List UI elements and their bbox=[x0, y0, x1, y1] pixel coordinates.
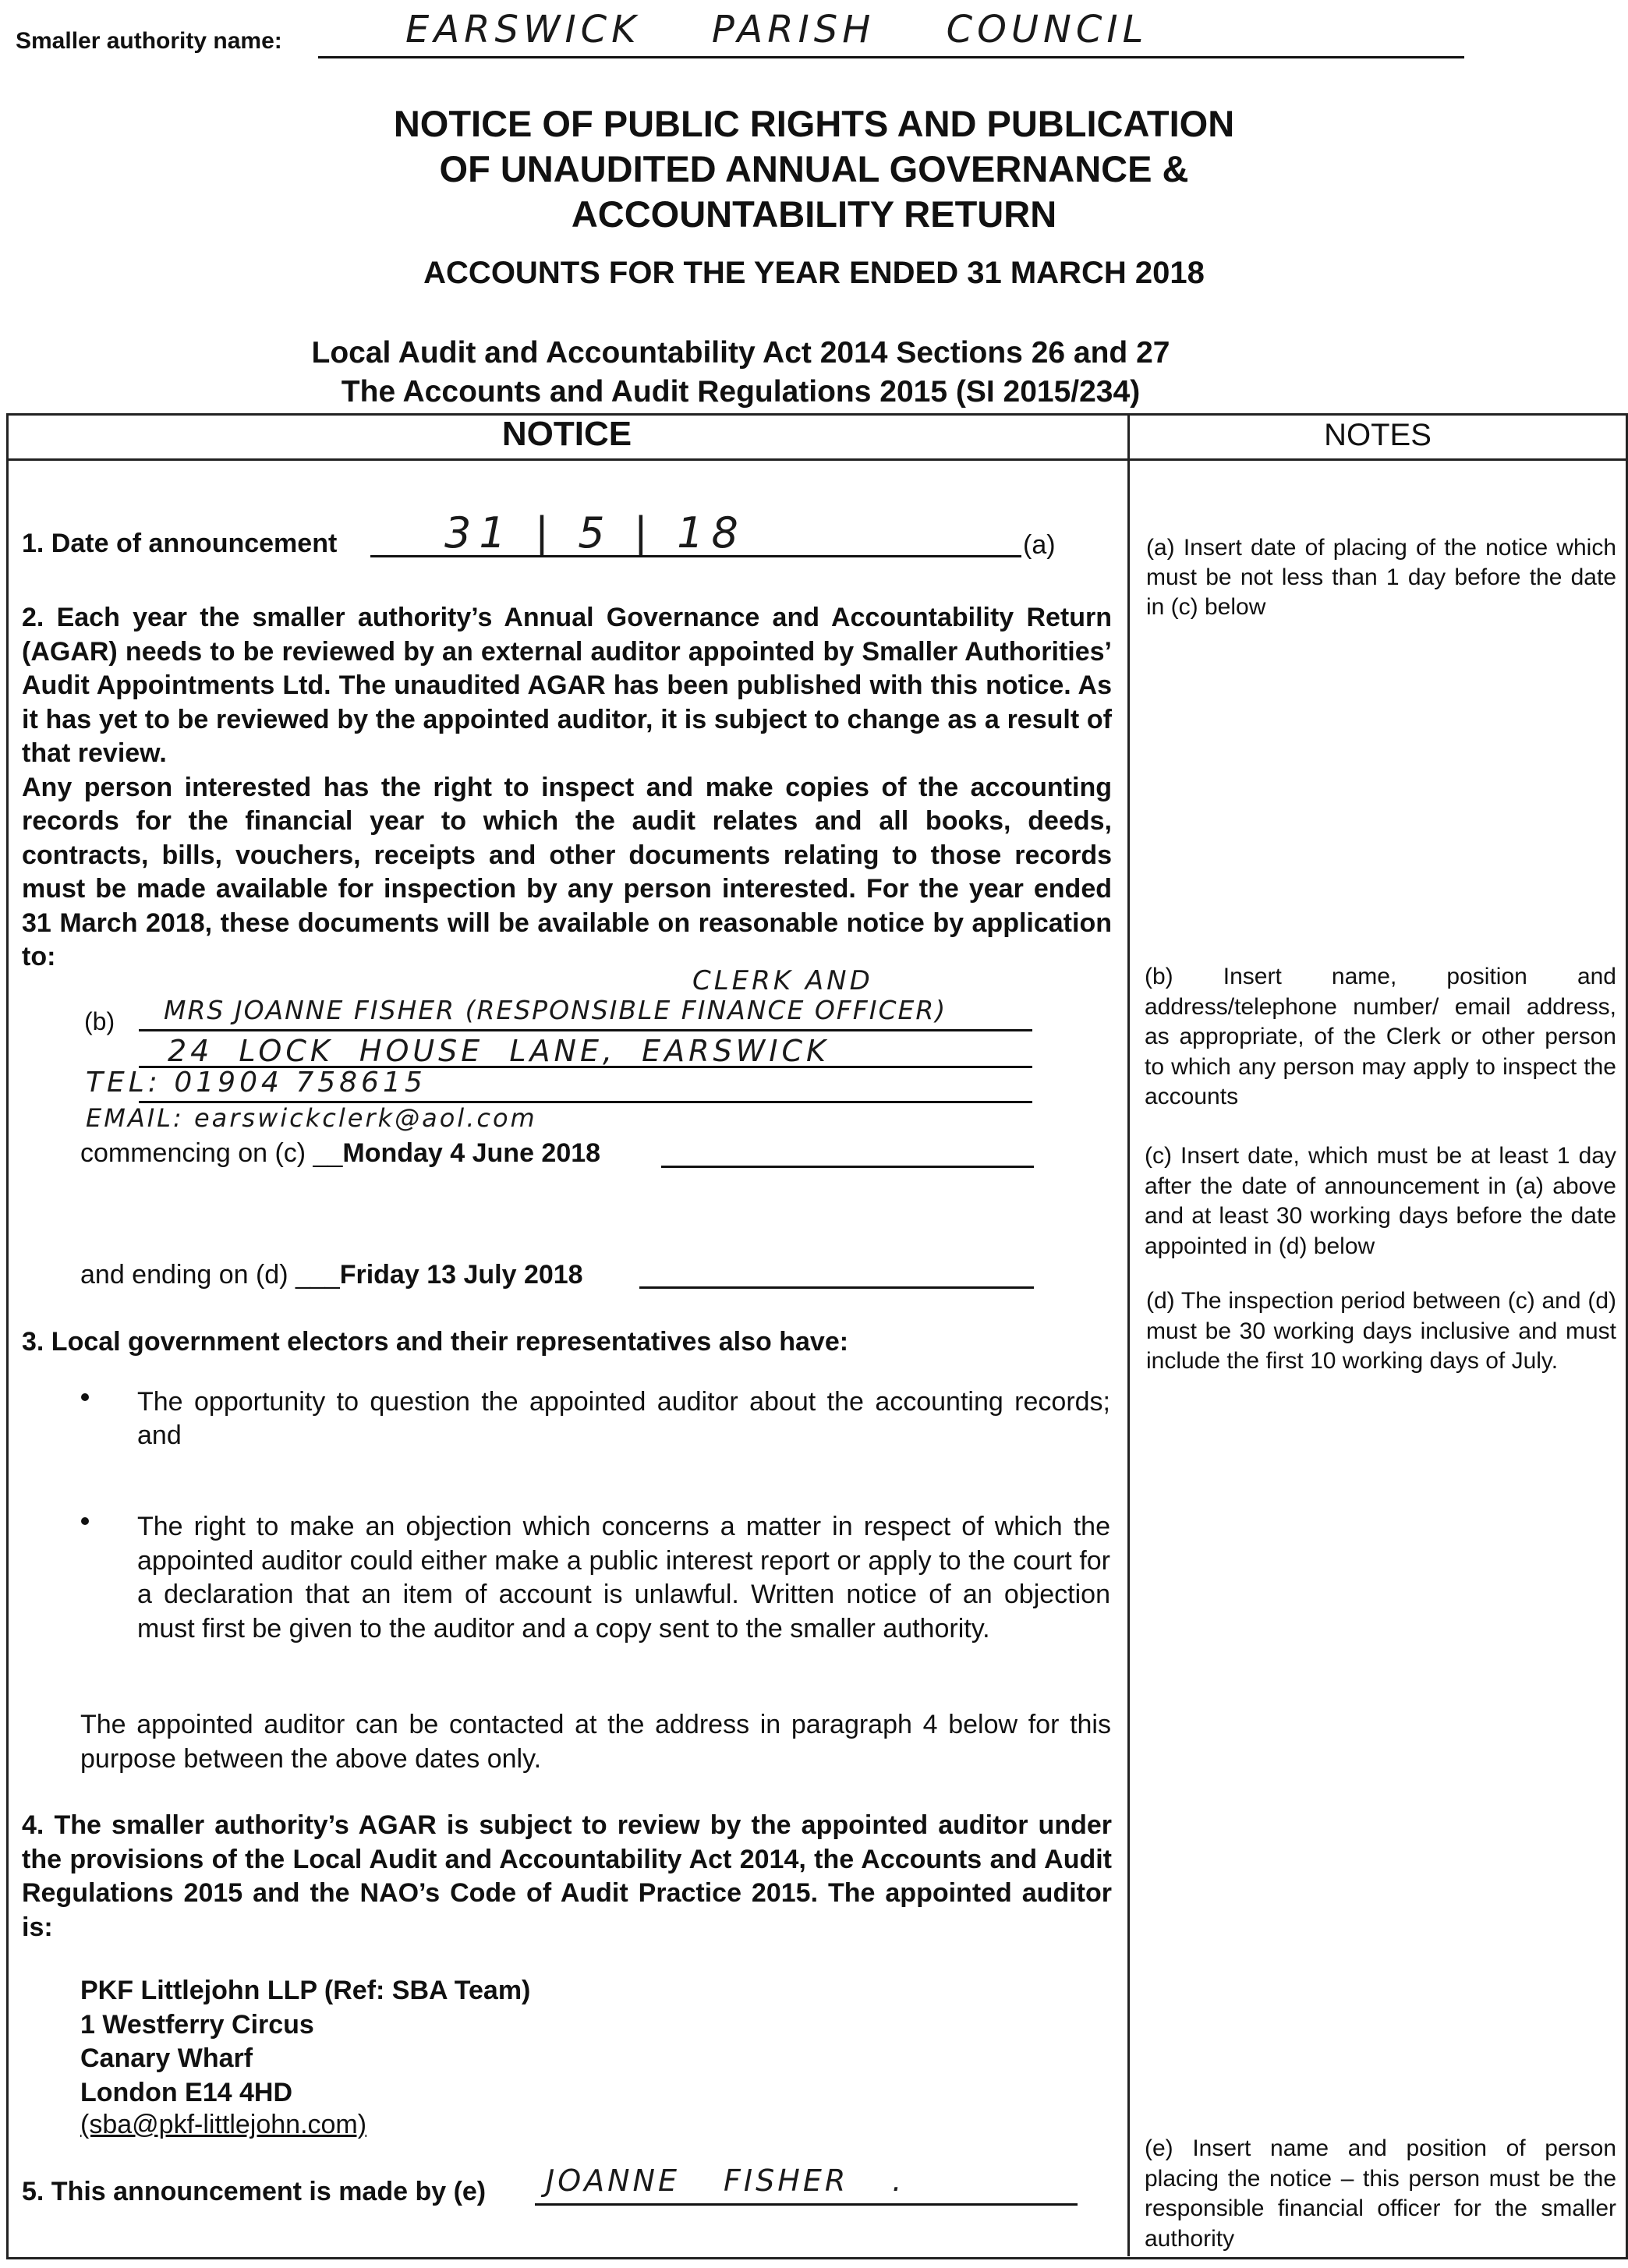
note-b: (b) Insert name, position and address/telephone number/ email address, as appropriate, of the Clerk or other person to which any person may apply to inspect the accounts bbox=[1145, 964, 1616, 1109]
contact-email: EMAIL: earswickclerk@aol.com bbox=[86, 1103, 537, 1133]
agar-review-provisions: 4. The smaller authority’s AGAR is subject to review by the appointed auditor under the provisions of the Local Audit and Accountability Act 2014, the Accounts and Audit Regulations 2015 and the NAO’s Code of Audit Practice 2015. The appointed auditor is: bbox=[22, 1810, 1112, 1942]
auditor-address-line-1: PKF Littlejohn LLP (Ref: SBA Team) bbox=[80, 1976, 531, 2005]
notice-column-header: NOTICE bbox=[501, 415, 632, 453]
auditor-address-line-2: 1 Westferry Circus bbox=[80, 2009, 314, 2040]
header-divider bbox=[6, 458, 1626, 461]
announcement-date-value: 31 | 5 | 18 bbox=[444, 508, 746, 557]
notes-column-header: NOTES bbox=[1324, 418, 1432, 452]
contact-telephone: TEL: 01904 758615 bbox=[86, 1067, 426, 1099]
ending-label: and ending on (d) ___ bbox=[80, 1260, 340, 1290]
bullet-dot-2 bbox=[81, 1517, 89, 1525]
contact-underline-1 bbox=[139, 1029, 1032, 1031]
note-d: (d) The inspection period between (c) and (d) must be 30 working days inclusive and must include the first 10 working days of July. bbox=[1146, 1288, 1616, 1374]
auditor-address-line-4: London E14 4HD bbox=[80, 2077, 293, 2107]
auditor-email-link[interactable]: (sba@pkf-littlejohn.com) bbox=[80, 2110, 367, 2139]
title-line-1: NOTICE OF PUBLIC RIGHTS AND PUBLICATION bbox=[393, 103, 1235, 144]
bullet-dot-1 bbox=[81, 1393, 89, 1401]
act-line-1: Local Audit and Accountability Act 2014 Sections 26 and 27 bbox=[311, 336, 1170, 370]
ending-date: Friday 13 July 2018 bbox=[339, 1260, 583, 1290]
contact-annotation: CLERK AND bbox=[692, 965, 873, 996]
title-line-3: ACCOUNTABILITY RETURN bbox=[571, 193, 1057, 235]
auditor-address-line-3: Canary Wharf bbox=[80, 2043, 253, 2073]
commencing-date: Monday 4 June 2018 bbox=[342, 1138, 601, 1168]
bullet-objection-right: The right to make an objection which concerns a matter in respect of which the appointed auditor could either make a public interest report or apply to the court for a declaration that an item of account is unlawful. Written notice of an objection must first be given to the auditor and a copy sent to the smaller authority. bbox=[137, 1512, 1110, 1644]
contact-marker-b: (b) bbox=[84, 1007, 115, 1035]
announcement-by-signature: JOANNE FISHER . bbox=[546, 2164, 905, 2198]
auditor-address bbox=[80, 1974, 530, 2110]
contact-address: 24 LOCK HOUSE LANE, EARSWICK bbox=[168, 1034, 830, 1068]
electors-rights-heading: 3. Local government electors and their representatives also have: bbox=[22, 1327, 849, 1357]
document-subtitle: ACCOUNTS FOR THE YEAR ENDED 31 MARCH 2018 bbox=[423, 256, 1205, 290]
agar-review-text: 2. Each year the smaller authority’s Annual Governance and Accountability Return (AGAR) needs to be reviewed by an external auditor appointed by Smaller Authorities’ Audit Appointments Ltd. The unaudited AGAR has been published with this notice. As it has yet to be reviewed by the appointed auditor, it is subject to change as a result of that review. bbox=[22, 603, 1112, 768]
contact-name: MRS JOANNE FISHER (RESPONSIBLE FINANCE OFFICER) bbox=[164, 995, 947, 1025]
inspection-rights-text: Any person interested has the right to inspect and make copies of the accounting records for the financial year to which the audit relates and all books, deeds, contracts, bills, vouchers, receipts and other documents relating to those records must be made available for inspection by any person interested. For the year ended 31 March 2018, these documents will be available on reasonable notice by application to: bbox=[22, 772, 1112, 971]
note-c: (c) Insert date, which must be at least 1 day after the date of announcement in (a) above and at least 30 working days before the date appointed in (d) below bbox=[1145, 1143, 1616, 1259]
auditor-contact-note: The appointed auditor can be contacted at the address in paragraph 4 below for this purpose between the above dates only. bbox=[80, 1710, 1111, 1774]
column-divider bbox=[1127, 413, 1130, 2256]
announcement-marker-a: (a) bbox=[1023, 530, 1056, 560]
announcement-by-label: 5. This announcement is made by (e) bbox=[22, 2177, 487, 2206]
authority-name-label: Smaller authority name: bbox=[16, 28, 282, 54]
document-title bbox=[0, 101, 1628, 237]
commencing-label: commencing on (c) __ bbox=[80, 1138, 343, 1168]
announcement-date-label: 1. Date of announcement bbox=[22, 529, 338, 558]
note-e: (e) Insert name and position of person placing the notice – this person must be the responsible financial officer for the smaller authority bbox=[1145, 2135, 1616, 2252]
commencing-underline bbox=[661, 1166, 1034, 1168]
announcement-date-underline bbox=[370, 555, 1021, 557]
note-a: (a) Insert date of placing of the notice which must be not less than 1 day before the date in (c) below bbox=[1146, 535, 1616, 620]
ending-underline bbox=[639, 1286, 1034, 1289]
authority-name-value: EARSWICK PARISH COUNCIL bbox=[405, 8, 1148, 51]
agar-review-paragraph bbox=[22, 601, 1112, 975]
ending-row bbox=[80, 1260, 583, 1290]
announcement-by-underline bbox=[535, 2203, 1078, 2206]
authority-name-underline bbox=[318, 56, 1464, 58]
act-reference bbox=[0, 334, 1481, 412]
commencing-row bbox=[80, 1138, 600, 1169]
bullet-question-auditor: The opportunity to question the appointed auditor about the accounting records; and bbox=[137, 1387, 1110, 1450]
title-line-2: OF UNAUDITED ANNUAL GOVERNANCE & bbox=[439, 148, 1189, 189]
act-line-2: The Accounts and Audit Regulations 2015 (SI 2015/234) bbox=[341, 375, 1141, 409]
